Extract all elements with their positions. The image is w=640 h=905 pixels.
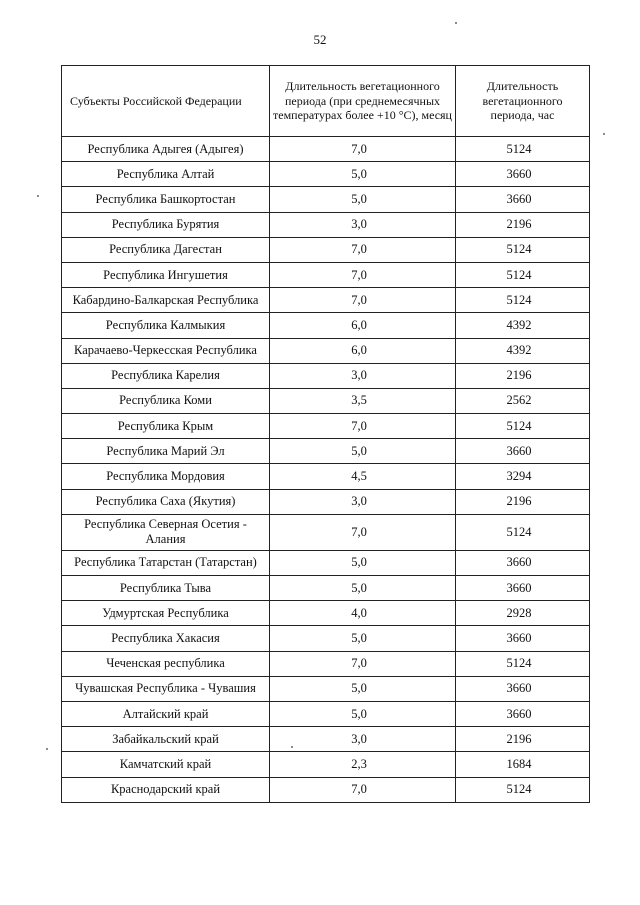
duration-months-cell: 5,0 [270, 162, 456, 187]
table-row [62, 212, 590, 237]
table-row [62, 414, 590, 439]
duration-hours-cell: 3294 [456, 464, 590, 489]
table-row [62, 651, 590, 676]
region-name-cell: Камчатский край [62, 752, 270, 777]
duration-months-cell: 5,0 [270, 701, 456, 726]
region-name-cell: Республика Алтай [62, 162, 270, 187]
duration-months-cell: 3,0 [270, 727, 456, 752]
region-name-cell: Карачаево-Черкесская Республика [62, 338, 270, 363]
table-row [62, 262, 590, 287]
table-row [62, 162, 590, 187]
duration-hours-cell: 2928 [456, 601, 590, 626]
scan-speck [603, 133, 605, 135]
table-row [62, 464, 590, 489]
duration-hours-cell: 2196 [456, 363, 590, 388]
region-name-cell: Республика Северная Осетия - Алания [62, 514, 270, 550]
scan-speck [455, 22, 457, 24]
scan-speck [46, 748, 48, 750]
table-row [62, 752, 590, 777]
region-name-cell: Чеченская республика [62, 651, 270, 676]
duration-months-cell: 6,0 [270, 338, 456, 363]
duration-months-cell: 7,0 [270, 777, 456, 802]
duration-hours-cell: 5124 [456, 651, 590, 676]
duration-hours-cell: 5124 [456, 262, 590, 287]
duration-months-cell: 7,0 [270, 651, 456, 676]
region-name-cell: Республика Марий Эл [62, 439, 270, 464]
table-row [62, 187, 590, 212]
table-body [62, 137, 590, 803]
vegetation-period-table [61, 65, 590, 803]
region-name-cell: Республика Карелия [62, 363, 270, 388]
duration-hours-cell: 1684 [456, 752, 590, 777]
table-row [62, 439, 590, 464]
duration-months-cell: 6,0 [270, 313, 456, 338]
duration-hours-cell: 3660 [456, 187, 590, 212]
region-name-cell: Чувашская Республика - Чувашия [62, 676, 270, 701]
duration-hours-cell: 3660 [456, 439, 590, 464]
duration-months-cell: 5,0 [270, 550, 456, 575]
duration-months-cell: 7,0 [270, 262, 456, 287]
duration-hours-cell: 3660 [456, 626, 590, 651]
duration-hours-cell: 3660 [456, 676, 590, 701]
duration-months-cell: 7,0 [270, 288, 456, 313]
duration-months-cell: 7,0 [270, 137, 456, 162]
table-row [62, 676, 590, 701]
header-subjects: Субъекты Российской Федерации [62, 66, 270, 137]
table-row [62, 514, 590, 550]
duration-hours-cell: 4392 [456, 313, 590, 338]
duration-hours-cell: 3660 [456, 162, 590, 187]
region-name-cell: Республика Бурятия [62, 212, 270, 237]
region-name-cell: Республика Адыгея (Адыгея) [62, 137, 270, 162]
scan-speck [37, 195, 39, 197]
duration-hours-cell: 3660 [456, 550, 590, 575]
duration-months-cell: 7,0 [270, 414, 456, 439]
region-name-cell: Республика Башкортостан [62, 187, 270, 212]
duration-months-cell: 3,0 [270, 489, 456, 514]
duration-months-cell: 7,0 [270, 237, 456, 262]
duration-months-cell: 3,0 [270, 212, 456, 237]
region-name-cell: Республика Тыва [62, 576, 270, 601]
table-row [62, 313, 590, 338]
duration-hours-cell: 5124 [456, 414, 590, 439]
table-row [62, 777, 590, 802]
duration-months-cell: 2,3 [270, 752, 456, 777]
duration-months-cell: 5,0 [270, 576, 456, 601]
region-name-cell: Республика Ингушетия [62, 262, 270, 287]
table-row [62, 701, 590, 726]
region-name-cell: Республика Хакасия [62, 626, 270, 651]
page-number: 52 [313, 32, 327, 47]
duration-hours-cell: 5124 [456, 237, 590, 262]
region-name-cell: Республика Крым [62, 414, 270, 439]
region-name-cell: Республика Саха (Якутия) [62, 489, 270, 514]
header-duration-months: Длительность вегетационного периода (при среднемесячных температурах более +10 °С), месяц [270, 66, 456, 137]
region-name-cell: Удмуртская Республика [62, 601, 270, 626]
duration-months-cell: 5,0 [270, 187, 456, 212]
region-name-cell: Республика Мордовия [62, 464, 270, 489]
duration-hours-cell: 5124 [456, 514, 590, 550]
region-name-cell: Алтайский край [62, 701, 270, 726]
region-name-cell: Республика Калмыкия [62, 313, 270, 338]
table-row [62, 237, 590, 262]
region-name-cell: Республика Татарстан (Татарстан) [62, 550, 270, 575]
table-row [62, 626, 590, 651]
table-row [62, 137, 590, 162]
table-row [62, 388, 590, 413]
table-row [62, 288, 590, 313]
table-row [62, 727, 590, 752]
duration-hours-cell: 2196 [456, 727, 590, 752]
table-row [62, 363, 590, 388]
table-row [62, 338, 590, 363]
duration-months-cell: 4,5 [270, 464, 456, 489]
duration-months-cell: 5,0 [270, 439, 456, 464]
region-name-cell: Краснодарский край [62, 777, 270, 802]
duration-months-cell: 4,0 [270, 601, 456, 626]
table-row [62, 576, 590, 601]
region-name-cell: Республика Коми [62, 388, 270, 413]
duration-months-cell: 3,5 [270, 388, 456, 413]
duration-hours-cell: 4392 [456, 338, 590, 363]
duration-hours-cell: 3660 [456, 576, 590, 601]
duration-hours-cell: 5124 [456, 777, 590, 802]
table-row [62, 601, 590, 626]
duration-months-cell: 5,0 [270, 626, 456, 651]
duration-months-cell: 7,0 [270, 514, 456, 550]
table-header-row [62, 66, 590, 137]
duration-hours-cell: 2196 [456, 489, 590, 514]
table-row [62, 550, 590, 575]
duration-hours-cell: 5124 [456, 137, 590, 162]
region-name-cell: Кабардино-Балкарская Республика [62, 288, 270, 313]
region-name-cell: Республика Дагестан [62, 237, 270, 262]
region-name-cell: Забайкальский край [62, 727, 270, 752]
scan-speck [291, 746, 293, 748]
duration-months-cell: 5,0 [270, 676, 456, 701]
duration-hours-cell: 5124 [456, 288, 590, 313]
duration-hours-cell: 2562 [456, 388, 590, 413]
duration-months-cell: 3,0 [270, 363, 456, 388]
header-duration-hours: Длительность вегетационного периода, час [456, 66, 590, 137]
duration-hours-cell: 2196 [456, 212, 590, 237]
table-row [62, 489, 590, 514]
duration-hours-cell: 3660 [456, 701, 590, 726]
